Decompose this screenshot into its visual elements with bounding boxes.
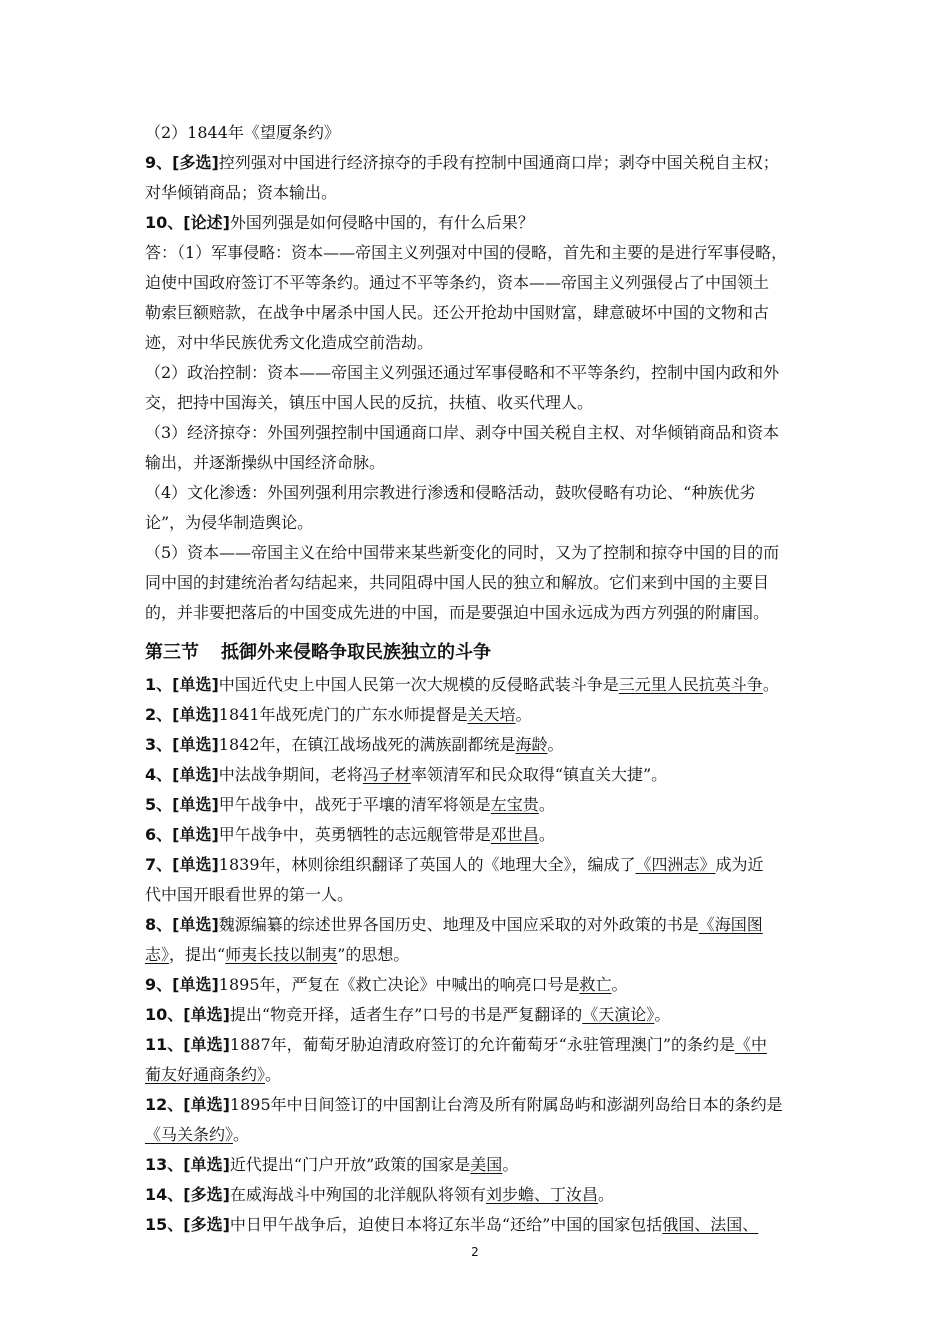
question-text: 控列强对中国进行经济掠夺的手段有控制中国通商口岸；剥夺中国关税自主权； <box>218 153 779 172</box>
question-text: 中日甲午战争后，迫使日本将辽东半岛“还给”中国的国家包括 <box>229 1215 663 1234</box>
question-text-tail: 成为近 <box>715 855 764 874</box>
question-10-essay <box>145 208 810 238</box>
question-item-cont <box>145 880 810 910</box>
answer-text: 冯子材 <box>362 765 411 784</box>
question-text: 在威海战斗中殉国的北洋舰队将领有 <box>229 1185 486 1204</box>
answer-text: 《四洲志》 <box>635 855 716 874</box>
answer-line: （5）资本——帝国主义在给中国带来某些新变化的同时，又为了控制和掠夺中国的目的而 <box>145 543 780 562</box>
question-number: 5、 <box>145 795 173 814</box>
question-number: 2、 <box>145 705 173 724</box>
question-number: 3、 <box>145 735 173 754</box>
question-item <box>145 1210 810 1240</box>
question-text: 1895年中日间签订的中国割让台湾及所有附属岛屿和澎湖列岛给日本的条约是 <box>229 1095 783 1114</box>
question-number: 10、 <box>145 213 184 232</box>
answer-text: 救亡 <box>579 975 612 994</box>
answer-text: 美国 <box>470 1155 503 1174</box>
question-type-tag: [单选] <box>183 1095 230 1114</box>
question-item-cont <box>145 1060 810 1090</box>
question-type-tag: [单选] <box>172 825 219 844</box>
question-text: 中法战争期间，老将 <box>218 765 363 784</box>
question-item-cont <box>145 940 810 970</box>
question-9-cont: 对华倾销商品；资本输出。 <box>145 183 338 202</box>
question-number: 1、 <box>145 675 173 694</box>
previous-section-content <box>145 118 810 628</box>
question-number: 8、 <box>145 915 173 934</box>
answer-text: 葡友好通商条约》 <box>145 1065 266 1084</box>
question-text: 1887年，葡萄牙胁迫清政府签订的允许葡萄牙“永驻管理澳门”的条约是 <box>229 1035 736 1054</box>
question-text-tail: 。 <box>538 795 555 814</box>
question-item <box>145 700 810 730</box>
question-text: 1839年，林则徐组织翻译了英国人的《地理大全》，编成了 <box>218 855 636 874</box>
question-item <box>145 1150 810 1180</box>
question-text: 1895年，严复在《救亡决论》中喊出的响亮口号是 <box>218 975 580 994</box>
question-item-cont <box>145 1120 810 1150</box>
answer-line: （3）经济掠夺：外国列强控制中国通商口岸、剥夺中国关税自主权、对华倾销商品和资本 <box>145 423 780 442</box>
question-number: 13、 <box>145 1155 184 1174</box>
question-text: 甲午战争中，英勇牺牲的志远舰管带是 <box>218 825 491 844</box>
answer-text: 关天培 <box>467 705 516 724</box>
question-number: 14、 <box>145 1185 184 1204</box>
question-text-tail: 。 <box>265 1065 282 1084</box>
answer-line: 迹，对中华民族优秀文化造成空前浩劫。 <box>145 333 434 352</box>
question-number: 12、 <box>145 1095 184 1114</box>
question-number: 4、 <box>145 765 173 784</box>
answer-line: 论”，为侵华制造舆论。 <box>145 513 314 532</box>
question-text-tail: ，提出“ <box>169 945 226 964</box>
question-item <box>145 820 810 850</box>
question-item <box>145 910 810 940</box>
question-text: 近代提出“门户开放”政策的国家是 <box>229 1155 471 1174</box>
question-item <box>145 850 810 880</box>
answer-line: 输出，并逐渐操纵中国经济命脉。 <box>145 453 386 472</box>
question-text-tail: 。 <box>515 705 532 724</box>
question-text-tail: 。 <box>547 735 564 754</box>
question-number: 9、 <box>145 975 173 994</box>
question-text-tail: 率领清军和民众取得“镇直关大捷”。 <box>410 765 668 784</box>
question-type-tag: [单选] <box>172 915 219 934</box>
answer-line: 交，把持中国海关，镇压中国人民的反抗，扶植、收买代理人。 <box>145 393 594 412</box>
question-text-tail: 代中国开眼看世界的第一人。 <box>145 885 354 904</box>
question-text: 1842年，在镇江战场战死的满族副都统是 <box>218 735 516 754</box>
question-9-multi <box>145 148 810 178</box>
question-text-tail: 。 <box>762 675 779 694</box>
answer-line: 的，并非要把落后的中国变成先进的中国，而是要强迫中国永远成为西方列强的附庸国。 <box>145 603 770 622</box>
question-item <box>145 1180 810 1210</box>
question-text-tail: 。 <box>654 1005 671 1024</box>
treaty-line: （2）1844年《望厦条约》 <box>145 123 340 142</box>
answer-text: 《中 <box>735 1035 768 1054</box>
answer-text: 《马关条约》 <box>145 1125 234 1144</box>
question-text-tail: 。 <box>611 975 628 994</box>
question-type-tag: [单选] <box>172 765 219 784</box>
question-item <box>145 730 810 760</box>
question-type-tag: [单选] <box>172 795 219 814</box>
answer-line: （4）文化渗透：外国列强利用宗教进行渗透和侵略活动，鼓吹侵略有功论、“种族优劣 <box>145 483 756 502</box>
answer-text: 师夷长技以制夷 <box>225 945 338 964</box>
answer-line: 答：（1）军事侵略：资本——帝国主义列强对中国的侵略，首先和主要的是进行军事侵略， <box>145 243 788 262</box>
question-type-tag: [单选] <box>172 735 219 754</box>
question-type-tag: [单选] <box>183 1005 230 1024</box>
question-number: 15、 <box>145 1215 184 1234</box>
question-list <box>145 670 810 1240</box>
question-type-tag: [单选] <box>183 1035 230 1054</box>
question-text-tail: 。 <box>502 1155 519 1174</box>
question-number: 11、 <box>145 1035 184 1054</box>
question-number: 6、 <box>145 825 173 844</box>
question-type-tag: [论述] <box>183 213 230 232</box>
section-title: 抵御外来侵略争取民族独立的斗争 <box>221 642 491 663</box>
answer-text: 邓世昌 <box>490 825 539 844</box>
question-text: 魏源编纂的综述世界各国历史、地理及中国应采取的对外政策的书是 <box>218 915 699 934</box>
question-text-tail: 。 <box>597 1185 614 1204</box>
question-item <box>145 670 810 700</box>
question-type-tag: [单选] <box>172 975 219 994</box>
question-text: 中国近代史上中国人民第一次大规模的反侵略武装斗争是 <box>218 675 619 694</box>
section-number: 第三节 <box>145 642 199 663</box>
answer-text: 《天演论》 <box>582 1005 655 1024</box>
question-item <box>145 790 810 820</box>
answer-text: 左宝贵 <box>490 795 539 814</box>
answer-line: 迫使中国政府签订不平等条约。通过不平等条约，资本——帝国主义列强侵占了中国领土 <box>145 273 770 292</box>
question-text: 提出“物竞开择，适者生存”口号的书是严复翻译的 <box>229 1005 583 1024</box>
question-item <box>145 1000 810 1030</box>
section-heading <box>145 638 491 668</box>
answer-line: 同中国的封建统治者勾结起来，共同阻碍中国人民的独立和解放。它们来到中国的主要目 <box>145 573 770 592</box>
answer-line: 勒索巨额赔款，在战争中屠杀中国人民。还公开抢劫中国财富，肆意破坏中国的文物和古 <box>145 303 770 322</box>
question-number: 7、 <box>145 855 173 874</box>
answer-text: 刘步蟾、丁汝昌 <box>485 1185 598 1204</box>
question-text-tail: 。 <box>538 825 555 844</box>
question-number: 9、 <box>145 153 173 172</box>
question-item <box>145 1030 810 1060</box>
question-text-tail: 。 <box>233 1125 250 1144</box>
question-text: 外国列强是如何侵略中国的，有什么后果？ <box>229 213 534 232</box>
answer-text: 俄国、法国、 <box>662 1215 759 1234</box>
question-item <box>145 760 810 790</box>
answer-text: 海龄 <box>515 735 548 754</box>
answer-text: 《海国图 <box>698 915 763 934</box>
answer-text: 志》 <box>145 945 170 964</box>
question-type-tag: [多选] <box>172 153 219 172</box>
question-item <box>145 1090 810 1120</box>
question-number: 10、 <box>145 1005 184 1024</box>
question-type-tag: [单选] <box>172 705 219 724</box>
question-type-tag: [单选] <box>172 675 219 694</box>
question-type-tag: [单选] <box>183 1155 230 1174</box>
question-text: 1841年战死虎门的广东水师提督是 <box>218 705 468 724</box>
question-text-tail: ”的思想。 <box>337 945 410 964</box>
question-type-tag: [多选] <box>183 1185 230 1204</box>
answer-line: （2）政治控制：资本——帝国主义列强还通过军事侵略和不平等条约，控制中国内政和外 <box>145 363 780 382</box>
question-item <box>145 970 810 1000</box>
page-number: 2 <box>471 1245 479 1259</box>
question-text: 甲午战争中，战死于平壤的清军将领是 <box>218 795 491 814</box>
question-type-tag: [单选] <box>172 855 219 874</box>
answer-text: 三元里人民抗英斗争 <box>618 675 763 694</box>
question-type-tag: [多选] <box>183 1215 230 1234</box>
